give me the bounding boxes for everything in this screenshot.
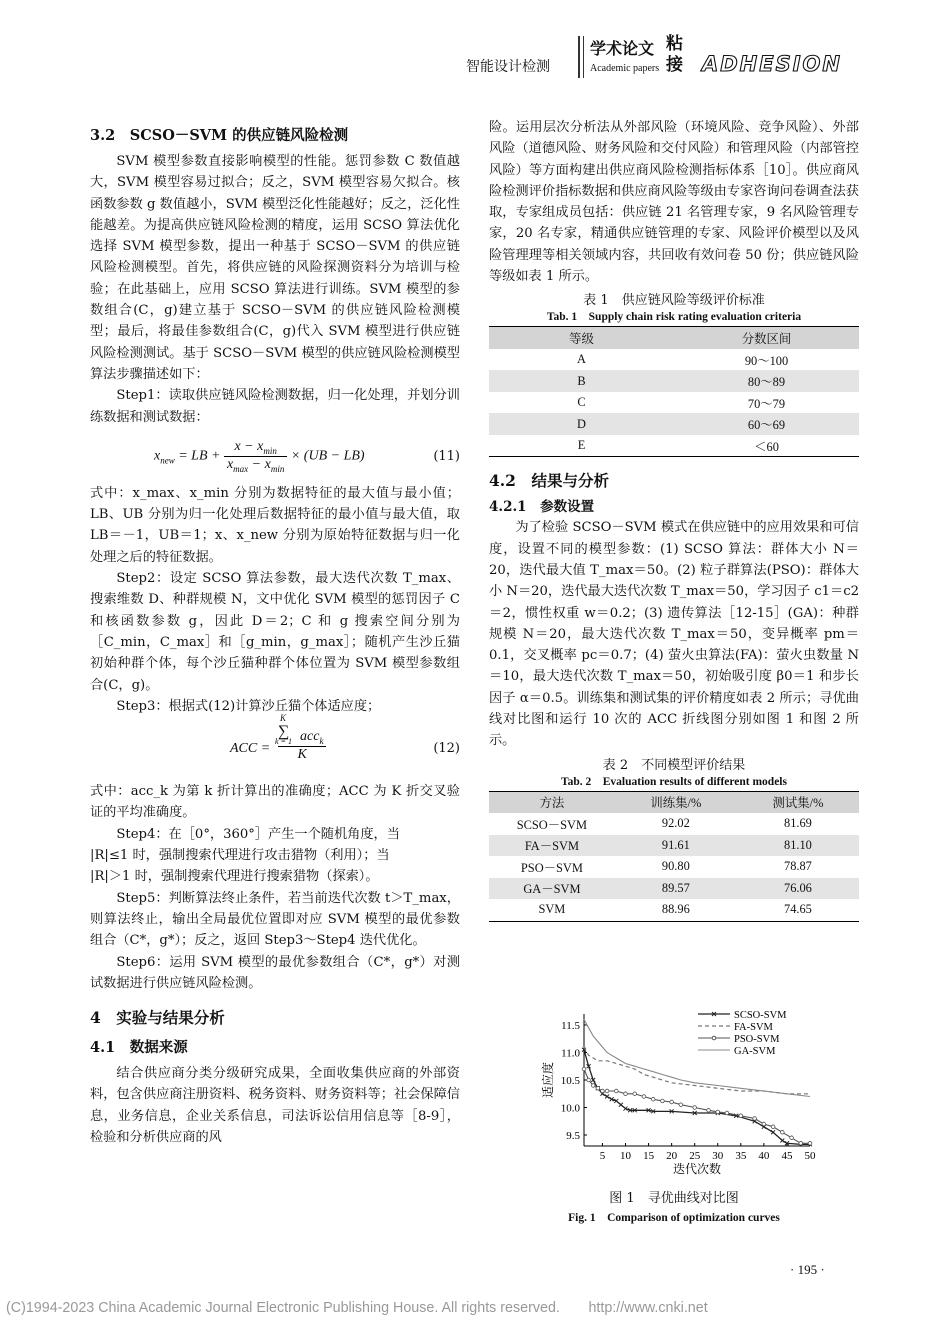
- series-marker-pso-svm: [601, 1089, 605, 1093]
- section-4-title: 4 实验与结果分析: [90, 1008, 225, 1028]
- table2-row: [489, 835, 859, 857]
- eq11-den-b-sub: min: [270, 463, 285, 474]
- table2-cell: 88.96: [661, 902, 690, 917]
- legend-label-pso-svm: PSO-SVM: [734, 1034, 780, 1045]
- eq11-num-sub: min: [263, 445, 277, 456]
- table1-cell: 60～69: [747, 418, 786, 433]
- table1-row: [489, 392, 859, 414]
- section-3-2-intro: SVM 模型参数直接影响模型的性能。惩罚参数 C 数值越大，SVM 模型容易过拟合；反之，SVM 模型容易欠拟合。核函数参数 g 数值越小，SVM 模型泛化性能越好；反之，泛化性能越差。为提高供应链风险检测的精度，运用 SCSO 算法优化选择 SVM 模型参数，提出一种基于 SCSO－SVM 的供应链风险检测模型。首先，将供应链的风险探测资料分为培训与检验；在此基础上，应用 SCSO 算法进行训练。SVM 模型的参数组合(C，g)建立基于 SCSO－SVM 的供应链风险检测模型；最后，将最佳参数组合(C，g)代入 SVM 模型进行供应链风险检测测试。基于 SCSO－SVM 模型的供应链风险检测模型算法步骤描述如下：: [90, 154, 460, 382]
- table2-caption-en: Tab. 2 Evaluation results of different models: [561, 775, 787, 788]
- series-line-fa-svm: [584, 1047, 810, 1094]
- section-4-2-1-text: 为了检验 SCSO－SVM 模式在供应链中的应用效果和可信度，设置不同的模型参数：(1) SCSO 算法：群体大小 N＝20，迭代最大值 T_max＝50。(2) 粒子群算法(PSO)：群体大小 N＝20，迭代最大迭代次数 T_max＝50，学习因子 c1＝c2＝2，惯性权重 w＝0.2；(3) 遗传算法［12-15］(GA)：种群规模 N＝20，最大迭代次数 T_max＝50，变异概率 pm＝0.1，交叉概率 pc＝0.7；(4) 萤火虫算法(FA)：萤火虫数量 N＝10，最大迭代次数 T_max＝50，初始吸引度 β0＝1 和步长因子 α＝0.5。训练集和测试集的评价精度如表 2 所示；寻优曲线对比图和运行 10 次的 ACC 折线图分别如图 1 和图 2 所示。: [489, 520, 859, 749]
- eq11-number: (11): [433, 448, 460, 464]
- series-marker-pso-svm: [596, 1086, 600, 1090]
- figure-1-chart: [540, 1006, 840, 1186]
- step4-text-c: |R|＞1 时，强制搜索代理进行搜索猎物（探索）。: [90, 869, 379, 885]
- eq12-term: acc: [300, 729, 320, 745]
- header-divider-2: [583, 36, 584, 78]
- legend-label-ga-svm: GA-SVM: [734, 1046, 776, 1057]
- step4-text-b: |R|≤1 时，强制搜索代理进行攻击猎物（利用）；当: [90, 848, 390, 864]
- series-marker-pso-svm: [591, 1084, 595, 1088]
- series-marker-pso-svm: [799, 1141, 803, 1145]
- eq11-lhs: x: [154, 448, 161, 464]
- table2-cell: SCSO－SVM: [516, 817, 588, 832]
- right-column: [489, 117, 859, 922]
- series-marker-pso-svm: [670, 1100, 674, 1104]
- table1-cell: ＜60: [754, 439, 779, 454]
- table1-cell: E: [577, 438, 586, 453]
- step4-text-a: Step4：在［0°，360°］产生一个随机角度，当: [116, 826, 400, 842]
- table1-cell: D: [577, 416, 586, 431]
- series-marker-scso-svm: [619, 1103, 623, 1107]
- eq12-lhs: ACC =: [230, 741, 271, 757]
- table1: [489, 326, 859, 457]
- series-marker-pso-svm: [753, 1117, 757, 1121]
- step5-text: Step5：判断算法终止条件，若当前迭代次数 t＞T_max，则算法终止，输出全局最优位置即对应 SVM 模型的最优参数组合（C*，g*）；反之，返回 Step3～Step4 迭代优化。: [90, 890, 460, 949]
- legend-label-fa-svm: FA-SVM: [734, 1022, 773, 1033]
- series-marker-pso-svm: [707, 1108, 711, 1112]
- section-4-2-title: 4.2 结果与分析: [489, 471, 609, 491]
- table2-cell: 89.57: [661, 880, 690, 895]
- table1-header-range: 分数区间: [741, 332, 792, 347]
- x-tick-label: 45: [781, 1150, 793, 1162]
- eq11-lhs-sub: new: [160, 455, 175, 466]
- series-line-ga-svm: [584, 1020, 810, 1097]
- step6-text: Step6：运用 SVM 模型的最优参数组合（C*，g*）对测试数据进行供应链风险检测。: [90, 954, 460, 991]
- section-4-1-title: 4.1 数据来源: [90, 1039, 188, 1057]
- y-tick-label: 11.0: [561, 1047, 580, 1060]
- eq11-den-a-sub: max: [233, 463, 249, 474]
- eq11-explanation: 式中：x_max、x_min 分别为数据特征的最大值与最小值；LB、UB 分别为归一化处理后数据特征的最小值与最大值，取 LB＝－1，UB＝1；x、x_new 分别为原始特征数据与归一化处理之后的特征数据。: [90, 485, 460, 565]
- brand-en: Academic papers: [590, 63, 660, 74]
- table1-cell: 70～79: [747, 396, 786, 411]
- step2-text: Step2：设定 SCSO 算法参数，最大迭代次数 T_max、搜索维数 D、种群规模 N，文中优化 SVM 模型的惩罚因子 C 和核函数参数 g，因此 D＝2；C 和 g 搜索空间分别为［C_min，C_max］和［g_min，g_max］；随机产生沙丘猫初始种群个体，每个沙丘猫种群个体位置为 SVM 模型参数组合(C，g)。: [90, 571, 460, 693]
- figure-1-caption-cn: 图 1 寻优曲线对比图: [609, 1191, 739, 1206]
- series-marker-pso-svm: [679, 1103, 683, 1107]
- series-marker-pso-svm: [771, 1125, 775, 1129]
- eq11-rest: × (UB − LB): [290, 448, 365, 464]
- step1-text: Step1：读取供应链风险检测数据，归一化处理，并划分训练数据和测试数据：: [90, 388, 460, 425]
- y-tick-label: 9.5: [566, 1130, 580, 1142]
- table1-cell: 90～100: [744, 353, 789, 368]
- adhesion-logo: ADHESION: [702, 52, 842, 76]
- table2-cell: 78.87: [784, 859, 812, 874]
- x-tick-label: 15: [643, 1150, 655, 1162]
- copyright-footer: (C)1994-2023 China Academic Journal Electronic Publishing House. All rights reserved. http://www.cnki.net: [6, 1300, 708, 1316]
- series-marker-pso-svm: [651, 1097, 655, 1101]
- section-4-1-text-right: 险。运用层次分析法从外部风险（环境风险、竞争风险）、外部风险（道德风险、财务风险和交付风险）和管理风险（内部管控风险）等方面构建出供应商风险检测指标体系［10］。供应商风险检测评价指标数据和供应商风险等级由专家咨询问卷调查法获取，专家组成员包括：供应链 21 名管理专家，9 名风险管理专家，20 名专家，精通供应链管理的专家、风险评价模型以及风险管理理等相关领域内容，共回收有效问卷 50 份；供应链风险等级如表 1 所示。: [489, 120, 859, 285]
- y-axis-label: 适应度: [541, 1061, 555, 1099]
- eq11-den-a: x: [226, 456, 234, 472]
- series-marker-pso-svm: [605, 1089, 609, 1093]
- section-3-2-title: 3.2 SCSO－SVM 的供应链风险检测: [90, 127, 349, 144]
- table2-cell: 91.61: [661, 837, 690, 852]
- series-marker-pso-svm: [808, 1141, 812, 1145]
- x-tick-label: 50: [804, 1150, 816, 1162]
- table2-cell: 76.06: [784, 880, 812, 895]
- legend-marker: [712, 1036, 716, 1040]
- series-marker-pso-svm: [642, 1095, 646, 1099]
- header-section-label: 智能设计检测: [466, 59, 550, 75]
- table2-cell: 81.10: [784, 837, 812, 852]
- table2-cell: 81.69: [784, 816, 812, 831]
- series-marker-pso-svm: [790, 1136, 794, 1140]
- series-marker-scso-svm: [780, 1139, 784, 1143]
- figure-1-caption-en: Fig. 1 Comparison of optimization curves: [568, 1212, 780, 1224]
- page-number: · 195 ·: [790, 1262, 825, 1277]
- eq12-term-sub: k: [319, 735, 324, 746]
- legend-label-scso-svm: SCSO-SVM: [734, 1010, 787, 1021]
- y-tick-label: 10.0: [560, 1102, 580, 1115]
- table2-row: [489, 813, 859, 835]
- x-tick-label: 10: [620, 1150, 632, 1162]
- x-tick-label: 25: [689, 1150, 701, 1162]
- eq12-sum-bot: k = 1: [275, 737, 292, 747]
- series-marker-pso-svm: [762, 1122, 766, 1126]
- series-marker-pso-svm: [587, 1078, 591, 1082]
- table1-cell: A: [577, 352, 586, 367]
- table1-row: [489, 435, 859, 457]
- table1-header-row: [489, 327, 859, 349]
- series-marker-pso-svm: [725, 1111, 729, 1115]
- series-marker-pso-svm: [739, 1114, 743, 1118]
- table2-row: [489, 878, 859, 900]
- step3-text: Step3：根据式(12)计算沙丘猫个体适应度；: [116, 698, 381, 714]
- series-marker-pso-svm: [614, 1089, 618, 1093]
- series-marker-pso-svm: [693, 1106, 697, 1110]
- table2-row: [489, 856, 859, 878]
- series-line-pso-svm: [584, 1069, 810, 1143]
- table2-header-train: 训练集/%: [650, 796, 702, 811]
- series-marker-pso-svm: [582, 1067, 586, 1071]
- x-tick-label: 5: [599, 1150, 606, 1162]
- table1-cell: C: [577, 395, 586, 410]
- y-tick-label: 11.5: [561, 1020, 580, 1032]
- table2-cell: FA－SVM: [524, 839, 579, 854]
- x-tick-label: 20: [666, 1150, 678, 1162]
- equation-11: [90, 431, 460, 481]
- table2-header-row: [489, 791, 859, 813]
- table2-cell: SVM: [538, 902, 566, 917]
- table2-header-test: 测试集/%: [772, 796, 824, 811]
- eq12-sum-top: K: [280, 713, 287, 724]
- table2-cell: 92.02: [661, 816, 690, 831]
- series-marker-pso-svm: [661, 1099, 665, 1103]
- y-tick-label: 10.5: [560, 1075, 580, 1087]
- table1-row: [489, 349, 859, 371]
- series-marker-pso-svm: [633, 1092, 637, 1096]
- section-4-2-1-title: 4.2.1 参数设置: [489, 499, 595, 516]
- eq11-fraction: [224, 439, 287, 474]
- table2-caption-cn: 表 2 不同模型评价结果: [602, 757, 746, 773]
- series-marker-pso-svm: [716, 1110, 720, 1114]
- table2-row: [489, 899, 859, 921]
- x-tick-label: 35: [735, 1150, 747, 1162]
- eq12-sum: ∑: [278, 723, 290, 741]
- eq11-den-b: − x: [248, 456, 271, 472]
- brand-cn: 学术论文: [590, 39, 655, 58]
- series-line-scso-svm: [584, 1050, 810, 1145]
- table1-cell: 80～89: [747, 375, 786, 390]
- section-4-1-text-left: 结合供应商分类分级研究成果，全面收集供应商的外部资料，包含供应商注册资料、税务资料、财务资料等；社会保障信息，业务信息，企业关系信息，司法诉讼信用信息等［8-9］，检验和分析供应商的风: [90, 1066, 460, 1145]
- left-column: [90, 124, 460, 1148]
- x-axis-label: 迭代次数: [672, 1162, 722, 1176]
- table1-row: [489, 413, 859, 435]
- running-header: [466, 30, 866, 80]
- table2: [489, 791, 859, 922]
- equation-12: [90, 713, 460, 779]
- x-tick-label: 30: [712, 1150, 724, 1162]
- eq11-num: x − x: [234, 438, 264, 454]
- header-divider: [578, 36, 580, 78]
- table1-caption-en: Tab. 1 Supply chain risk rating evaluation criteria: [546, 311, 802, 324]
- series-marker-pso-svm: [781, 1130, 785, 1134]
- eq12-number: (12): [433, 741, 460, 757]
- table1-cell: B: [577, 373, 586, 388]
- eq12-explanation: 式中：acc_k 为第 k 折计算出的准确度；ACC 为 K 折交叉验证的平均准确度。: [90, 784, 460, 821]
- series-marker-scso-svm: [605, 1095, 609, 1099]
- series-marker-pso-svm: [624, 1092, 628, 1096]
- table2-cell: 90.80: [661, 859, 690, 874]
- table1-caption-cn: 表 1 供应链风险等级评价标准: [583, 293, 765, 309]
- table2-cell: 74.65: [784, 902, 812, 917]
- table2-cell: PSO－SVM: [520, 860, 583, 875]
- table2-cell: GA－SVM: [523, 882, 581, 897]
- eq11-eq: = LB +: [178, 448, 221, 464]
- x-tick-label: 40: [758, 1150, 770, 1162]
- eq12-fraction: [275, 713, 326, 763]
- series-marker-scso-svm: [771, 1130, 775, 1134]
- table2-header-method: 方法: [539, 796, 565, 811]
- eq12-den: K: [297, 746, 307, 762]
- table1-row: [489, 370, 859, 392]
- adhesion-seal: 粘接: [666, 34, 683, 75]
- table1-header-grade: 等级: [569, 332, 594, 347]
